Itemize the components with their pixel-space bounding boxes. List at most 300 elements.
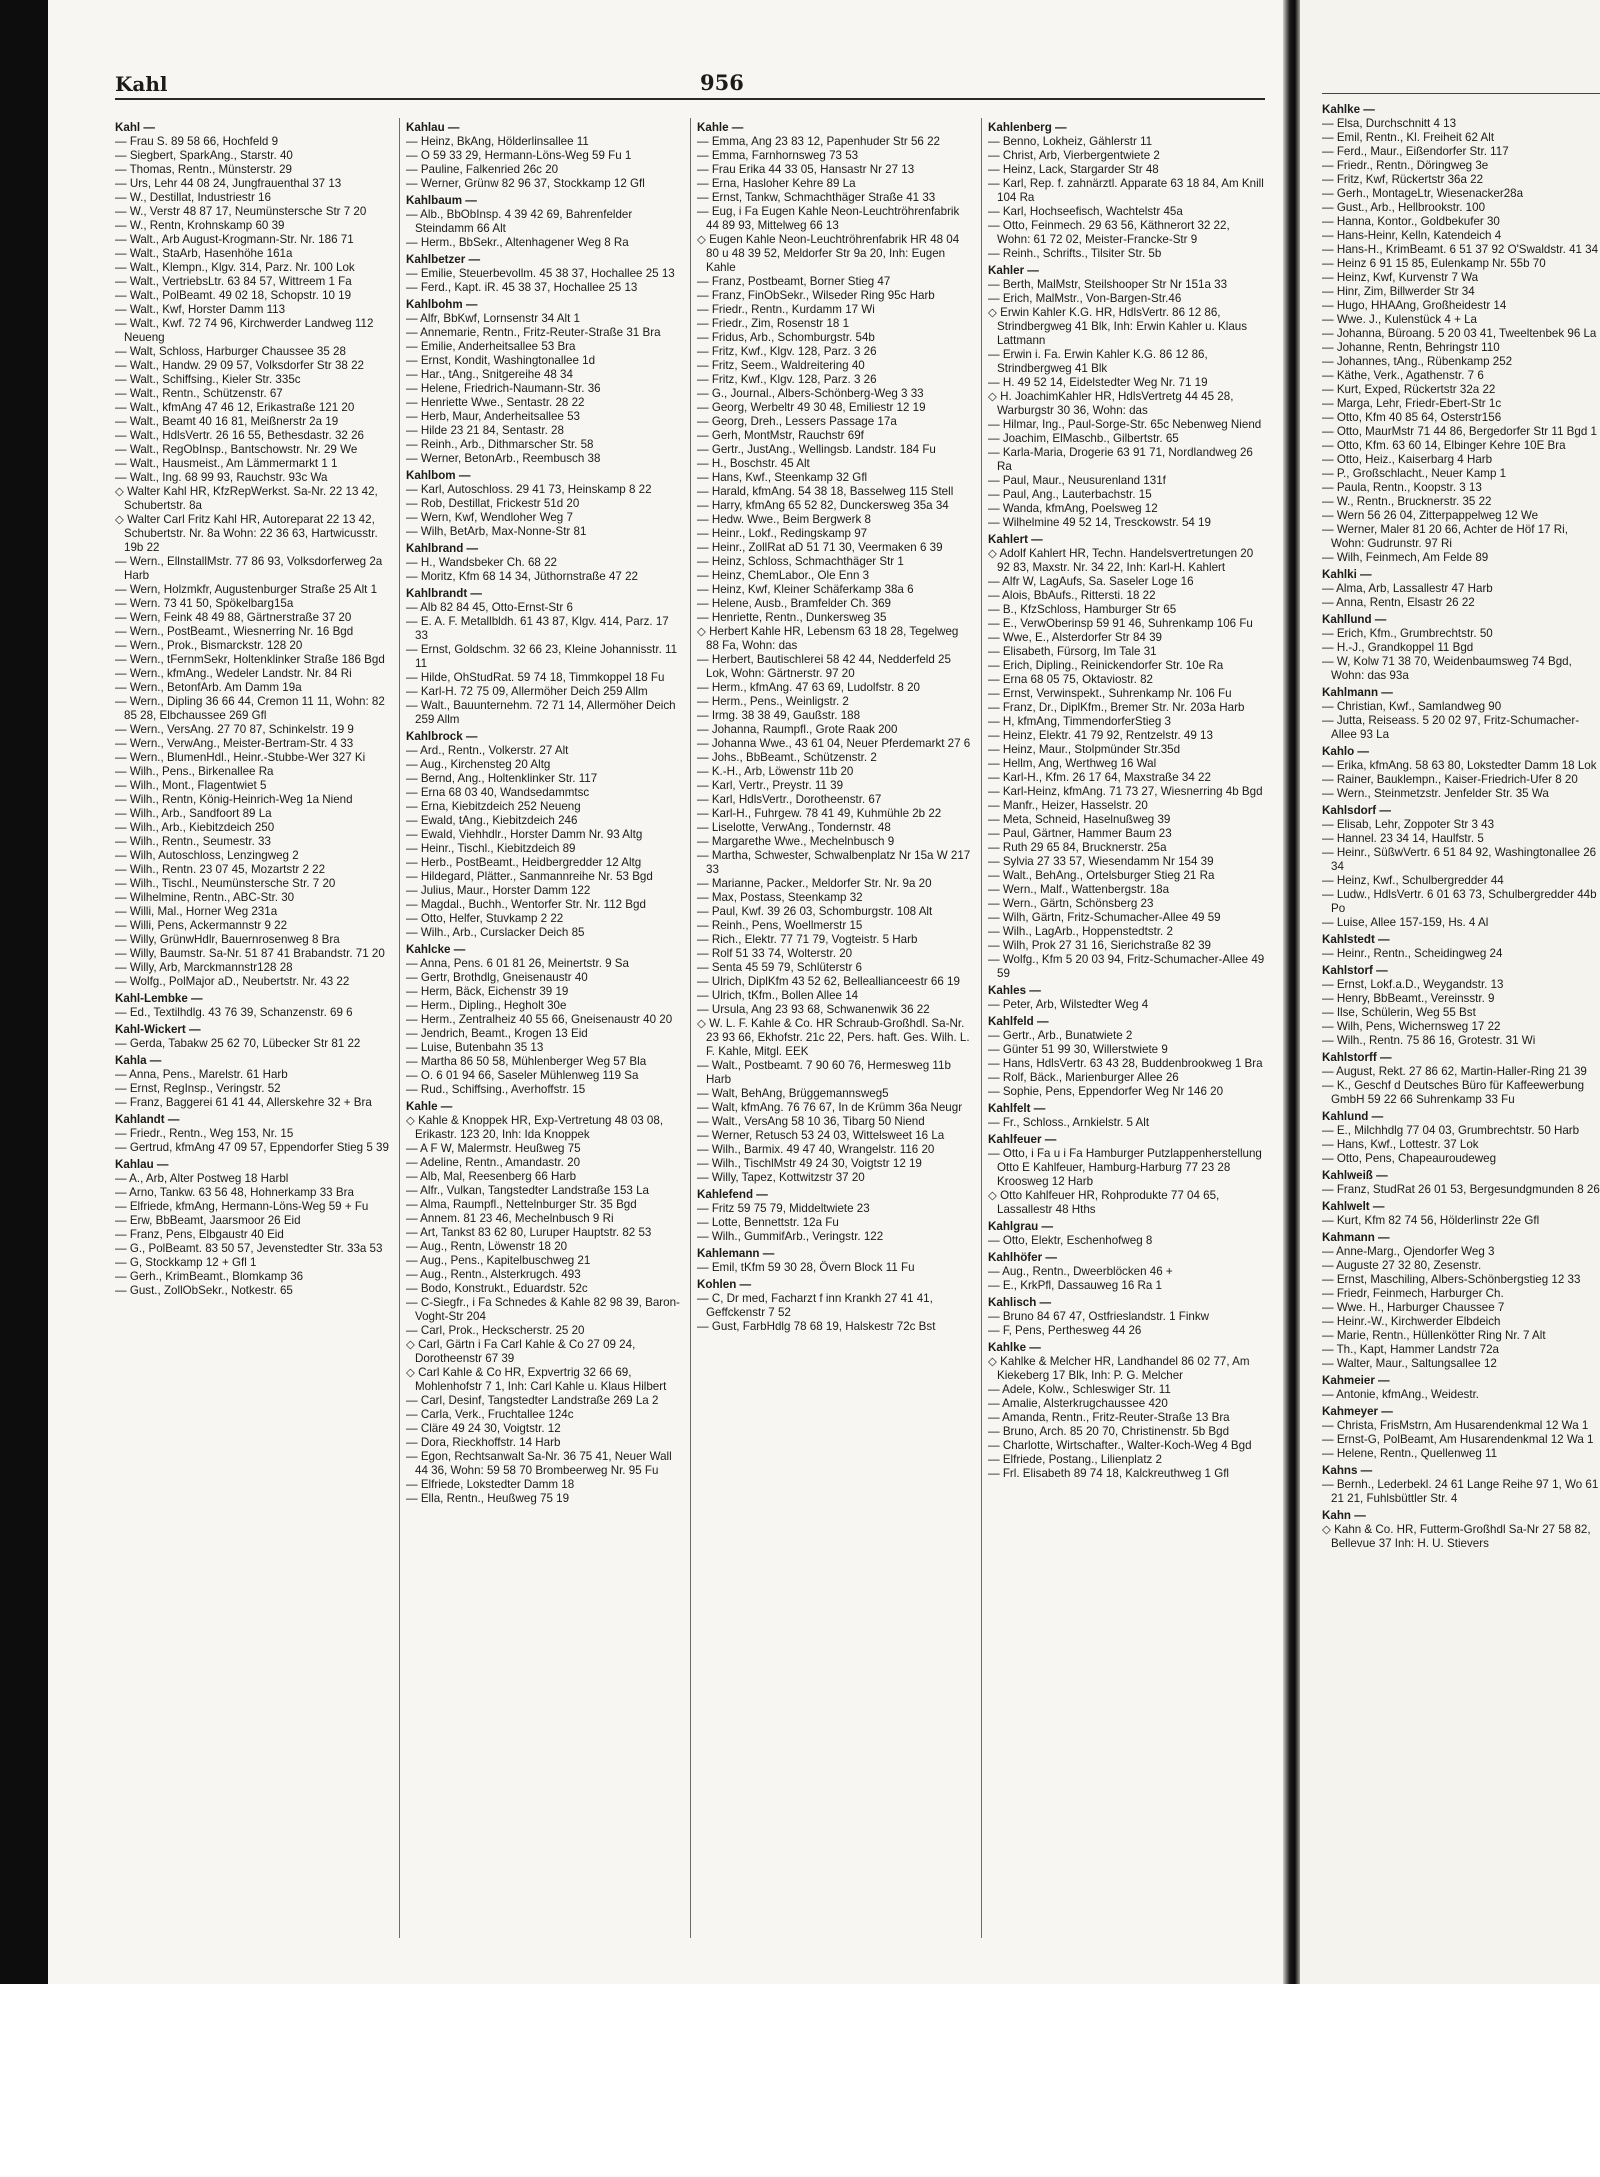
surname-heading: Kahlwelt — [1322, 1200, 1385, 1213]
directory-entry: — Wilh., Tischl., Neumünstersche Str. 7 20 [115, 877, 336, 890]
directory-entry: — Ernst, Maschiling, Albers-Schönbergstieg 12 33 [1322, 1273, 1581, 1286]
directory-entry: — Walt, kfmAng. 76 76 67, In de Krümm 36a Neugr [697, 1101, 963, 1114]
directory-entry: — Wilh, Feinmech, Am Felde 89 [1322, 551, 1489, 564]
directory-entry: — Berth, MalMstr, Steilshooper Str Nr 151a 33 [988, 278, 1228, 291]
directory-entry: — Har., tAng., Snitgereihe 48 34 [406, 368, 573, 381]
directory-entry: — Wilh., TischlMstr 49 24 30, Voigtstr 12 19 [697, 1157, 922, 1170]
directory-entry: — O 59 33 29, Hermann-Löns-Weg 59 Fu 1 [406, 149, 632, 162]
directory-entry: — Willi, Pens, Ackermannstr 9 22 [115, 919, 288, 932]
directory-entry: — Carl, Desinf, Tangstedter Landstraße 269 La 2 [406, 1394, 659, 1407]
directory-entry: — Luise, Butenbahn 35 13 [406, 1041, 544, 1054]
directory-entry: — Wilh, Prok 27 31 16, Sierichstraße 82 39 [988, 939, 1211, 952]
directory-entry: — Rud., Schiffsing., Averhoffstr. 15 [406, 1083, 586, 1096]
directory-entry: — O. 6 01 94 66, Saseler Mühlenweg 119 Sa [406, 1069, 639, 1082]
directory-entry: — Otto, Kfm 40 85 64, Osterstr156 [1322, 411, 1502, 424]
directory-entry: — Emil, Rentn., Kl. Freiheit 62 Alt [1322, 131, 1495, 144]
directory-entry: — Aug., Rentn., Dweerblöcken 46 + [988, 1265, 1173, 1278]
directory-entry: — W., Destillat, Industriestr 16 [115, 191, 271, 204]
directory-entry: — Gerh., MontageLtr, Wiesenacker28a [1322, 187, 1524, 200]
directory-entry: — Gertr., JustAng., Wellingsb. Landstr. 184 Fu [697, 443, 936, 456]
directory-entry: — Wern., Malf., Wattenbergstr. 18a [988, 883, 1170, 896]
directory-entry: — H.-J., Grandkoppel 11 Bgd [1322, 641, 1474, 654]
directory-entry: — Herm., Pens., Weinligstr. 2 [697, 695, 849, 708]
directory-entry: — Wilh, Gärtn, Fritz-Schumacher-Allee 49 59 [988, 911, 1221, 924]
directory-entry: — Wilh., Rentn. 75 86 16, Grotestr. 31 Wi [1322, 1034, 1536, 1047]
directory-entry: — Elisab, Lehr, Zoppoter Str 3 43 [1322, 818, 1495, 831]
surname-heading: Kahlki — [1322, 568, 1372, 581]
directory-entry: — Erich, Dipling., Reinickendorfer Str. 10e Ra [988, 659, 1224, 672]
directory-entry: — Wern 56 26 04, Zitterpappelweg 12 We [1322, 509, 1539, 522]
directory-entry: — Ernst-G, PolBeamt, Am Husarendenkmal 12 Wa 1 [1322, 1433, 1594, 1446]
directory-entry: — Herm., kfmAng. 47 63 69, Ludolfstr. 8 20 [697, 681, 920, 694]
directory-entry: — Ernst, Tankw, Schmachthäger Straße 41 33 [697, 191, 936, 204]
directory-entry: — Pauline, Falkenried 26c 20 [406, 163, 559, 176]
surname-heading: Kahlsdorf — [1322, 804, 1391, 817]
directory-entry: — Art, Tankst 83 62 80, Luruper Hauptstr. 82 53 [406, 1226, 652, 1239]
surname-heading: Kahlbaum — [406, 194, 477, 207]
columns [115, 118, 1265, 1938]
directory-entry: — B., KfzSchloss, Hamburger Str 65 [988, 603, 1177, 616]
book-gutter [1283, 0, 1300, 1984]
directory-entry: — E., KrkPfl, Dassauweg 16 Ra 1 [988, 1279, 1162, 1292]
directory-entry: — Johanna, Raumpfl., Grote Raak 200 [697, 723, 898, 736]
directory-entry: — Günter 51 99 30, Willerstwiete 9 [988, 1043, 1168, 1056]
surname-heading: Kahlgrau — [988, 1220, 1054, 1233]
directory-entry: ◇ Kahle & Knoppek HR, Exp-Vertretung 48 03 08, Erikastr. 123 20, Inh: Ida Knoppek [406, 1114, 664, 1141]
directory-entry: ◇ Carl, Gärtn i Fa Carl Kahle & Co 27 09 24, Dorotheenstr 67 39 [406, 1338, 636, 1365]
directory-entry: — Ernst, RegInsp., Veringstr. 52 [115, 1082, 281, 1095]
directory-entry: — Franz, Pens, Elbgaustr 40 Eid [115, 1228, 284, 1241]
directory-entry: — Otto, Heiz., Kaiserbarg 4 Harb [1322, 453, 1493, 466]
directory-entry: — Johanne, Rentn, Behringstr 110 [1322, 341, 1500, 354]
directory-entry: — Heinr., ZollRat aD 51 71 30, Veermaken 6 39 [697, 541, 943, 554]
directory-entry: — F, Pens, Perthesweg 44 26 [988, 1324, 1142, 1337]
directory-entry: — Walt., Handw. 29 09 57, Volksdorfer Str 38 22 [115, 359, 364, 372]
column-divider [399, 118, 400, 1938]
directory-entry: — Gust., ZollObSekr., Notkestr. 65 [115, 1284, 293, 1297]
directory-entry: — Reinh., Schrifts., Tilsiter Str. 5b [988, 247, 1162, 260]
surname-heading: Kohlen — [697, 1278, 752, 1291]
directory-entry: — Kurt, Exped, Rückertstr 32a 22 [1322, 383, 1496, 396]
directory-entry: — Paula, Rentn., Koopstr. 3 13 [1322, 481, 1482, 494]
directory-entry: — Friedr., Rentn., Kurdamm 17 Wi [697, 303, 875, 316]
directory-entry: — A., Arb, Alter Postweg 18 Harbl [115, 1172, 289, 1185]
directory-entry: — Kurt, Kfm 82 74 56, Hölderlinstr 22e Gfl [1322, 1214, 1540, 1227]
directory-entry: — Heinz, ChemLabor., Ole Enn 3 [697, 569, 870, 582]
facing-page-rule [1322, 93, 1600, 94]
directory-entry: — Walt., Kwf, Horster Damm 113 [115, 303, 286, 316]
directory-entry: — Otto, Pens, Chapeauroudeweg [1322, 1152, 1497, 1165]
directory-entry: — Walt., Rentn., Schützenstr. 67 [115, 387, 283, 400]
directory-entry: — Luise, Allee 157-159, Hs. 4 Al [1322, 916, 1489, 929]
directory-entry: — Georg, Dreh., Lessers Passage 17a [697, 415, 897, 428]
directory-entry: — Karl, Autoschloss. 29 41 73, Heinskamp 8 22 [406, 483, 652, 496]
directory-entry: — Heinr.-W., Kirchwerder Elbdeich [1322, 1315, 1501, 1328]
surname-heading: Kahl-Lembke — [115, 992, 203, 1005]
directory-entry: — Elfriede, Postang., Lilienplatz 2 [988, 1453, 1163, 1466]
surname-heading: Kahlandt — [115, 1113, 180, 1126]
directory-entry: — Harry, kfmAng 65 52 82, Dunckersweg 35a 34 [697, 499, 949, 512]
directory-entry: — Joachim, ElMaschb., Gilbertstr. 65 [988, 432, 1179, 445]
column-2 [406, 118, 683, 1938]
directory-entry: — Ursula, Ang 23 93 68, Schwanenwik 36 22 [697, 1003, 930, 1016]
directory-entry: — Walter, Maur., Saltungsallee 12 [1322, 1357, 1497, 1370]
directory-entry: — Eug, i Fa Eugen Kahle Neon-Leuchtröhrenfabrik 44 89 93, Mittelweg 66 13 [697, 205, 960, 232]
directory-entry: — Martha, Schwester, Schwalbenplatz Nr 15a W 217 33 [697, 849, 971, 876]
directory-entry: — Johanna Wwe., 43 61 04, Neuer Pferdemarkt 27 6 [697, 737, 971, 750]
directory-entry: — Julius, Maur., Horster Damm 122 [406, 884, 591, 897]
directory-entry: — Heinz, Kwf., Schulbergredder 44 [1322, 874, 1504, 887]
directory-entry: ◇ Herbert Kahle HR, Lebensm 63 18 28, Tegelweg 88 Fa, Wohn: das [697, 625, 959, 652]
directory-entry: — Walt, BehAng, Brüggemannsweg5 [697, 1087, 889, 1100]
directory-entry: — Gust, FarbHdlg 78 68 19, Halskestr 72c Bst [697, 1320, 936, 1333]
directory-entry: — Otto, i Fa u i Fa Hamburger Putzlappenherstellung Otto E Kahlfeuer, Hamburg-Harburg 77 23 28 Kroosweg 12 Harb [988, 1147, 1262, 1188]
directory-entry: — Werner, Grünw 82 96 37, Stockkamp 12 Gfl [406, 177, 645, 190]
directory-entry: — Bruno, Arch. 85 20 70, Christinenstr. 5b Bgd [988, 1425, 1230, 1438]
directory-entry: — Heinz, Lack, Stargarder Str 48 [988, 163, 1159, 176]
directory-entry: — Heinz 6 91 15 85, Eulenkamp Nr. 55b 70 [1322, 257, 1546, 270]
directory-entry: — Emilie, Anderheitsallee 53 Bra [406, 340, 576, 353]
directory-entry: — Wilh., Arb., Sandfoort 89 La [115, 807, 272, 820]
directory-entry: — Karl, HdlsVertr., Dorotheenstr. 67 [697, 793, 882, 806]
directory-entry: — Egon, Rechtsanwalt Sa-Nr. 36 75 41, Neuer Wall 44 36, Wohn: 59 58 70 Brombeerweg Nr. 95 Fu [406, 1450, 672, 1477]
directory-entry: — Arno, Tankw. 63 56 48, Hohnerkamp 33 Bra [115, 1186, 354, 1199]
directory-entry: — Wern., VerwAng., Meister-Bertram-Str. 4 33 [115, 737, 354, 750]
directory-entry: — Paul, Ang., Lauterbachstr. 15 [988, 488, 1152, 501]
surname-heading: Kahmann — [1322, 1231, 1390, 1244]
directory-entry: — Walt., Hausmeist., Am Lämmermarkt 1 1 [115, 457, 338, 470]
surname-heading: Kahn — [1322, 1509, 1366, 1522]
directory-entry: — E., VerwOberinsp 59 91 46, Suhrenkamp 106 Fu [988, 617, 1253, 630]
directory-entry: — Hans-Heinr, Kelln, Katendeich 4 [1322, 229, 1502, 242]
directory-entry: — Wilh, BetArb, Max-Nonne-Str 81 [406, 525, 587, 538]
surname-heading: Kahlo — [1322, 745, 1370, 758]
surname-heading: Kahlfeld — [988, 1015, 1049, 1028]
surname-heading: Kahmeier — [1322, 1374, 1390, 1387]
directory-entry: — Gust., Arb., Hellbrookstr. 100 [1322, 201, 1486, 214]
column-4 [988, 118, 1265, 1938]
directory-entry: — Manfr., Heizer, Hasselstr. 20 [988, 799, 1148, 812]
directory-entry: — Ilse, Schülerin, Weg 55 Bst [1322, 1006, 1476, 1019]
directory-entry: — K.-H., Arb, Löwenstr 11b 20 [697, 765, 854, 778]
directory-entry: — H., Wandsbeker Ch. 68 22 [406, 556, 558, 569]
directory-entry: — C, Dr med, Facharzt f inn Krankh 27 41 41, Geffckenstr 7 52 [697, 1292, 933, 1319]
directory-entry: — Benno, Lokheiz, Gählerstr 11 [988, 135, 1153, 148]
surname-heading: Kahler — [988, 264, 1039, 277]
directory-entry: — Heinr., Rentn., Scheidingweg 24 [1322, 947, 1503, 960]
directory-entry: — Erna 68 05 75, Oktaviostr. 82 [988, 673, 1153, 686]
directory-entry: — H., Boschstr. 45 Alt [697, 457, 810, 470]
directory-entry: — Auguste 27 32 80, Zesenstr. [1322, 1259, 1482, 1272]
surname-heading: Kahlenberg — [988, 121, 1067, 134]
directory-entry: — Willy, Baumstr. Sa-Nr. 51 87 41 Brabandstr. 71 20 [115, 947, 385, 960]
directory-entry: — Ella, Rentn., Heußweg 75 19 [406, 1492, 570, 1505]
directory-entry: — Ard., Rentn., Volkerstr. 27 Alt [406, 744, 569, 757]
directory-entry: — Wern, Holzmkfr, Augustenburger Straße 25 Alt 1 [115, 583, 378, 596]
directory-entry: — Sophie, Pens, Eppendorfer Weg Nr 146 20 [988, 1085, 1224, 1098]
directory-entry: — Wilh., Rentn, König-Heinrich-Weg 1a Niend [115, 793, 353, 806]
directory-entry: — Wilh., Rentn., Seumestr. 33 [115, 835, 271, 848]
directory-entry: — Gerh, MontMstr, Rauchstr 69f [697, 429, 864, 442]
directory-entry: — Johs., BbBeamt., Schützenstr. 2 [697, 751, 877, 764]
directory-entry: — Heinz, Maur., Stolpmünder Str.35d [988, 743, 1181, 756]
directory-entry: — P., Großschlacht., Neuer Kamp 1 [1322, 467, 1507, 480]
directory-entry: — Alb 82 84 45, Otto-Ernst-Str 6 [406, 601, 573, 614]
directory-entry: — Wanda, kfmAng, Poelsweg 12 [988, 502, 1158, 515]
directory-entry: — Wern, Kwf, Wendloher Weg 7 [406, 511, 573, 524]
directory-entry: — Hellm, Ang, Werthweg 16 Wal [988, 757, 1157, 770]
directory-entry: — Walt., Ing. 68 99 93, Rauchstr. 93c Wa [115, 471, 328, 484]
surname-heading: Kahles — [988, 984, 1041, 997]
surname-heading: Kahlau — [115, 1158, 169, 1171]
directory-entry: — Karl, Vertr., Preystr. 11 39 [697, 779, 844, 792]
directory-entry: — Wern, Feink 48 49 88, Gärtnerstraße 37 20 [115, 611, 352, 624]
directory-entry: — Willi, Mal., Horner Weg 231a [115, 905, 278, 918]
directory-entry: — Lotte, Bennettstr. 12a Fu [697, 1216, 839, 1229]
directory-page [48, 0, 1283, 1984]
directory-entry: — Walt., StaArb, Hasenhöhe 161a [115, 247, 293, 260]
directory-entry: — E., Milchhdlg 77 04 03, Grumbrechtstr. 50 Harb [1322, 1124, 1580, 1137]
directory-entry: — Reinh., Arb., Dithmarscher Str. 58 [406, 438, 594, 451]
directory-entry: — Alb., BbObInsp. 4 39 42 69, Bahrenfelder Steindamm 66 Alt [406, 208, 633, 235]
directory-entry: — Erika, kfmAng. 58 63 80, Lokstedter Damm 18 Lok [1322, 759, 1597, 772]
directory-entry: — Friedr, Feinmech, Harburger Ch. [1322, 1287, 1504, 1300]
surname-heading: Kahlstedt — [1322, 933, 1390, 946]
directory-entry: — Christ, Arb, Vierbergentwiete 2 [988, 149, 1160, 162]
directory-entry: — A F W, Malermstr. Heußweg 75 [406, 1142, 581, 1155]
running-head: Kahl [115, 72, 168, 96]
directory-entry: — Alfr, BbKwf, Lornsenstr 34 Alt 1 [406, 312, 580, 325]
directory-entry: — Karl-H., Fuhrgew. 78 41 49, Kuhmühle 2b 22 [697, 807, 942, 820]
directory-entry: — Heinz, Kwf, Kurvenstr 7 Wa [1322, 271, 1479, 284]
directory-entry: — Herbert, Bautischlerei 58 42 44, Nedderfeld 25 Lok, Wohn: Gärtnerstr. 97 20 [697, 653, 951, 680]
directory-entry: — Ernst, Lokf.a.D., Weygandstr. 13 [1322, 978, 1504, 991]
directory-entry: — Hans, Kwf., Lottestr. 37 Lok [1322, 1138, 1479, 1151]
directory-entry: — Gertr., Arb., Bunatwiete 2 [988, 1029, 1133, 1042]
surname-heading: Kahlfelt — [988, 1102, 1046, 1115]
directory-entry: — Wern., VersAng. 27 70 87, Schinkelstr. 19 9 [115, 723, 354, 736]
directory-entry: ◇ Eugen Kahle Neon-Leuchtröhrenfabrik HR 48 04 80 u 48 39 52, Meldorfer Str 9a 20, Inh: Eugen Kahle [697, 233, 960, 274]
directory-entry: — Ulrich, tKfm., Bollen Allee 14 [697, 989, 859, 1002]
directory-entry: — Aug., Kirchensteg 20 Altg [406, 758, 551, 771]
directory-entry: — Herb, Maur, Anderheitsallee 53 [406, 410, 581, 423]
page-number: 956 [700, 70, 744, 95]
directory-entry: — Liselotte, VerwAng., Tondernstr. 48 [697, 821, 891, 834]
directory-entry: — Karl, Hochseefisch, Wachtelstr 45a [988, 205, 1183, 218]
directory-entry: — W., Rentn., Brucknerstr. 35 22 [1322, 495, 1492, 508]
directory-entry: — Wern. 73 41 50, Spökelbarg15a [115, 597, 294, 610]
directory-entry: — Harald, kfmAng. 54 38 18, Basselweg 115 Stell [697, 485, 954, 498]
directory-entry: — Elfriede, Lokstedter Damm 18 [406, 1478, 575, 1491]
directory-entry: — Herm., Dipling., Hegholt 30e [406, 999, 567, 1012]
directory-entry: — Heinr., Tischl., Kiebitzdeich 89 [406, 842, 576, 855]
surname-heading: Kahlbom — [406, 469, 471, 482]
directory-entry: — Martha 86 50 58, Mühlenberger Weg 57 Bla [406, 1055, 647, 1068]
directory-entry: — Werner, Maler 81 20 66, Achter de Höf 17 Ri, Wohn: Gudrunstr. 97 Ri [1322, 523, 1568, 550]
directory-entry: — Hinr, Zim, Billwerder Str 34 [1322, 285, 1475, 298]
directory-entry: — Paul, Gärtner, Hammer Baum 23 [988, 827, 1172, 840]
directory-entry: — Sylvia 27 33 57, Wiesendamm Nr 154 39 [988, 855, 1214, 868]
directory-entry: — W., Rentn, Krohnskamp 60 39 [115, 219, 285, 232]
directory-entry: — Cläre 49 24 30, Voigtstr. 12 [406, 1422, 561, 1435]
directory-entry: — Gerda, Tabakw 25 62 70, Lübecker Str 81 22 [115, 1037, 361, 1050]
directory-entry: — Helene, Rentn., Quellenweg 11 [1322, 1447, 1498, 1460]
surname-heading: Kahlhöfer — [988, 1251, 1057, 1264]
directory-entry: — Herm., BbSekr., Altenhagener Weg 8 Ra [406, 236, 629, 249]
directory-entry: — Karl-H., Kfm. 26 17 64, Maxstraße 34 22 [988, 771, 1211, 784]
directory-entry: — Käthe, Verk., Agathenstr. 7 6 [1322, 369, 1484, 382]
directory-entry: — Ferd., Kapt. iR. 45 38 37, Hochallee 25 13 [406, 281, 638, 294]
directory-entry: — Herb., PostBeamt., Heidbergredder 12 Altg [406, 856, 642, 869]
surname-heading: Kahle — [406, 1100, 453, 1113]
directory-entry: — Heinr., Lokf., Redingskamp 97 [697, 527, 868, 540]
directory-entry: — Hilde, OhStudRat. 59 74 18, Timmkoppel 18 Fu [406, 671, 665, 684]
directory-entry: ◇ Walter Carl Fritz Kahl HR, Autoreparat 22 13 42, Schubertstr. Nr. 8a Wohn: 22 36 63, Hartwicusstr. 19b 22 [115, 513, 378, 554]
surname-heading: Kahlemann — [697, 1247, 775, 1260]
directory-entry: — Franz, FinObSekr., Wilseder Ring 95c Harb [697, 289, 935, 302]
directory-entry: — Wilh., Rentn. 23 07 45, Mozartstr 2 22 [115, 863, 326, 876]
directory-entry: ◇ Erwin Kahler K.G. HR, HdlsVertr. 86 12 86, Strindbergweg 41 Blk, Inh: Erwin Kahler u. Klaus Lattmann [988, 306, 1248, 347]
surname-heading: Kahlisch — [988, 1296, 1052, 1309]
directory-entry: — Alma, Arb, Lassallestr 47 Harb [1322, 582, 1493, 595]
directory-entry: — Anna, Pens. 6 01 81 26, Meinertstr. 9 Sa [406, 957, 629, 970]
directory-entry: — Hans, Kwf., Steenkamp 32 Gfl [697, 471, 868, 484]
directory-entry: — Aug., Rentn., Alsterkrugch. 493 [406, 1268, 581, 1281]
directory-entry: — Georg, Werbeltr 49 30 48, Emiliestr 12 19 [697, 401, 926, 414]
directory-entry: — Wilhelmine 49 52 14, Tresckowstr. 54 19 [988, 516, 1211, 529]
directory-entry: — Otto, Elektr, Eschenhofweg 8 [988, 1234, 1153, 1247]
column-1 [115, 118, 392, 1938]
directory-entry: — Annemarie, Rentn., Fritz-Reuter-Straße 31 Bra [406, 326, 661, 339]
directory-entry: — Wilh., Pens., Birkenallee Ra [115, 765, 274, 778]
directory-entry: — Gertrud, kfmAng 47 09 57, Eppendorfer Stieg 5 39 [115, 1141, 389, 1154]
directory-entry: — Rich., Elektr. 77 71 79, Vogteistr. 5 Harb [697, 933, 918, 946]
directory-entry: — Meta, Schneid, Haselnußweg 39 [988, 813, 1171, 826]
facing-page [1300, 0, 1600, 1984]
directory-entry: — Amanda, Rentn., Fritz-Reuter-Straße 13 Bra [988, 1411, 1230, 1424]
directory-entry: — Ferd., Maur., Eißendorfer Str. 117 [1322, 145, 1509, 158]
surname-heading: Kahns — [1322, 1464, 1373, 1477]
directory-entry: — Johanna, Büroang. 5 20 03 41, Tweeltenbek 96 La [1322, 327, 1597, 340]
directory-entry: — Irmg. 38 38 49, Gaußstr. 188 [697, 709, 861, 722]
directory-entry: — Walt., VersAng 58 10 36, Tibarg 50 Niend [697, 1115, 925, 1128]
directory-entry: — Karla-Maria, Drogerie 63 91 71, Nordlandweg 26 Ra [988, 446, 1253, 473]
directory-entry: — Walt., PolBeamt. 49 02 18, Schopstr. 10 19 [115, 289, 352, 302]
directory-entry: — Wolfg., PolMajor aD., Neubertstr. Nr. 43 22 [115, 975, 350, 988]
directory-entry: — Elisabeth, Fürsorg, Im Tale 31 [988, 645, 1157, 658]
directory-entry: ◇ Kahn & Co. HR, Futterm-Großhdl Sa-Nr 27 58 82, Bellevue 37 Inh: H. U. Stievers [1322, 1523, 1591, 1550]
directory-entry: — Frau S. 89 58 66, Hochfeld 9 [115, 135, 279, 148]
directory-entry: — Walt., BehAng., Ortelsburger Stieg 21 Ra [988, 869, 1215, 882]
directory-entry: — Paul, Maur., Neusurenland 131f [988, 474, 1166, 487]
directory-entry: — Rainer, Bauklempn., Kaiser-Friedrich-Ufer 8 20 [1322, 773, 1578, 786]
directory-entry: — Hans-H., KrimBeamt. 6 51 37 92 O'Swaldstr. 41 34 [1322, 243, 1599, 256]
directory-entry: — Alma, Raumpfl., Nettelnburger Str. 35 Bgd [406, 1198, 637, 1211]
directory-entry: — Erich, MalMstr., Von-Bargen-Str.46 [988, 292, 1182, 305]
directory-entry: — Alfr W, LagAufs, Sa. Saseler Loge 16 [988, 575, 1194, 588]
directory-entry: — Emil, tKfm 59 30 28, Övern Block 11 Fu [697, 1261, 915, 1274]
directory-entry: — Otto, Feinmech. 29 63 56, Käthnerort 32 22, Wohn: 61 72 02, Meister-Francke-Str 9 [988, 219, 1230, 246]
column-divider [981, 118, 982, 1938]
directory-entry: — Ernst, Verwinspekt., Suhrenkamp Nr. 106 Fu [988, 687, 1232, 700]
directory-entry: — Erna, Hasloher Kehre 89 La [697, 177, 856, 190]
directory-entry: — Fritz, Kwf., Klgv. 128, Parz. 3 26 [697, 373, 877, 386]
directory-entry: — Alois, BbAufs., Rittersti. 18 22 [988, 589, 1156, 602]
directory-entry: — H, kfmAng, TimmendorferStieg 3 [988, 715, 1171, 728]
directory-entry: — Charlotte, Wirtschafter., Walter-Koch-Weg 4 Bgd [988, 1439, 1252, 1452]
directory-entry: — Rolf, Bäck., Marienburger Allee 26 [988, 1071, 1179, 1084]
surname-heading: Kahlcke — [406, 943, 466, 956]
directory-entry: — Heinz, BkAng, Hölderlinsallee 11 [406, 135, 589, 148]
directory-entry: — Thomas, Rentn., Münsterstr. 29 [115, 163, 292, 176]
directory-entry: — Werner, BetonArb., Reembusch 38 [406, 452, 601, 465]
directory-entry: — Willy, Arb, Marckmannstr128 28 [115, 961, 293, 974]
directory-entry: — Walt., VertriebsLtr. 63 84 57, Wittreem 1 Fa [115, 275, 352, 288]
directory-entry: — Hedw. Wwe., Beim Bergwerk 8 [697, 513, 871, 526]
directory-entry: — Heinz, Elektr. 41 79 92, Rentzelstr. 49 13 [988, 729, 1213, 742]
directory-entry: ◇ H. JoachimKahler HR, HdlsVertretg 44 45 28, Warburgstr 30 36, Wohn: das [988, 390, 1234, 417]
directory-entry: ◇ W. L. F. Kahle & Co. HR Schraub-Großhdl. Sa-Nr. 23 93 66, Ekhofstr. 21c 22, Pers. haft. Ges. Wilh. L. F. Kahle, Mitgl. EEK [697, 1017, 970, 1058]
surname-heading: Kahlke — [1322, 103, 1375, 116]
directory-entry: — Ernst, Kondit, Washingtonallee 1d [406, 354, 596, 367]
surname-heading: Kahlefend — [697, 1188, 768, 1201]
directory-entry: — Walt., Schiffsing., Kieler Str. 335c [115, 373, 301, 386]
directory-entry: — Ulrich, DiplKfm 43 52 62, Belleallianceestr 66 19 [697, 975, 960, 988]
directory-entry: ◇ Kahlke & Melcher HR, Landhandel 86 02 77, Am Kiekeberg 17 Blk, Inh: P. G. Melcher [988, 1355, 1250, 1382]
surname-heading: Kahlfeuer — [988, 1133, 1057, 1146]
directory-entry: — August, Rekt. 27 86 62, Martin-Haller-Ring 21 39 [1322, 1065, 1587, 1078]
directory-entry: — Wern., Prok., Bismarckstr. 128 20 [115, 639, 303, 652]
directory-entry: — Moritz, Kfm 68 14 34, Jüthornstraße 47 22 [406, 570, 638, 583]
directory-entry: — Johannes, tAng., Rübenkamp 252 [1322, 355, 1513, 368]
directory-entry: — Adeline, Rentn., Amandastr. 20 [406, 1156, 581, 1169]
surname-heading: Kahlau — [406, 121, 460, 134]
directory-entry: — Emilie, Steuerbevollm. 45 38 37, Hochallee 25 13 [406, 267, 675, 280]
directory-entry: — Wern., Steinmetzstr. Jenfelder Str. 35 Wa [1322, 787, 1549, 800]
directory-entry: — C-Siegfr., i Fa Schnedes & Kahle 82 98 39, Baron-Voght-Str 204 [406, 1296, 680, 1323]
directory-entry: — Wern., PostBeamt., Wiesnerring Nr. 16 Bgd [115, 625, 354, 638]
directory-entry: — Th., Kapt, Hammer Landstr 72a [1322, 1343, 1499, 1356]
directory-entry: — Willy, GrünwHdlr, Bauernrosenweg 8 Bra [115, 933, 340, 946]
directory-entry: ◇ Adolf Kahlert HR, Techn. Handelsvertretungen 20 92 83, Maxstr. Nr. 34 22, Inh: Karl-H. Kahlert [988, 547, 1254, 574]
directory-entry: — Marga, Lehr, Friedr-Ebert-Str 1c [1322, 397, 1502, 410]
directory-entry: — Senta 45 59 79, Schlüterstr 6 [697, 961, 862, 974]
directory-entry: — Wilh., Arb., Kiebitzdeich 250 [115, 821, 275, 834]
directory-entry: — Max, Postass, Steenkamp 32 [697, 891, 863, 904]
directory-entry: — Erna 68 03 40, Wandsedammtsc [406, 786, 590, 799]
surname-heading: Kahl-Wickert — [115, 1023, 201, 1036]
directory-entry: — Christa, FrisMstrn, Am Husarendenkmal 12 Wa 1 [1322, 1419, 1589, 1432]
surname-heading: Kahlbetzer — [406, 253, 481, 266]
directory-entry: — Gertr, Brothdlg, Gneisenaustr 40 [406, 971, 588, 984]
directory-entry: ◇ Otto Kahlfeuer HR, Rohprodukte 77 04 65, Lassallestr 48 Hths [988, 1189, 1220, 1216]
directory-entry: — Walt., kfmAng 47 46 12, Erikastraße 121 20 [115, 401, 355, 414]
surname-heading: Kahlert — [988, 533, 1043, 546]
directory-entry: — Walt., Klempn., Klgv. 314, Parz. Nr. 100 Lok [115, 261, 355, 274]
directory-entry: — Elsa, Durchschnitt 4 13 [1322, 117, 1457, 130]
directory-entry: — Walt., Beamt 40 16 81, Meißnerstr 2a 19 [115, 415, 339, 428]
surname-heading: Kahlbrand — [406, 542, 479, 555]
directory-entry: — Siegbert, SparkAng., Starstr. 40 [115, 149, 293, 162]
directory-entry: — Ernst, Goldschm. 32 66 23, Kleine Johannisstr. 11 11 [406, 643, 678, 670]
surname-heading: Kahlbohm — [406, 298, 478, 311]
directory-entry: — Alfr., Vulkan, Tangstedter Landstraße 153 La [406, 1184, 649, 1197]
directory-entry: — Walt., HdlsVertr. 26 16 55, Bethesdastr. 32 26 [115, 429, 364, 442]
surname-heading: Kahlstorf — [1322, 964, 1388, 977]
directory-entry: — K., Geschf d Deutsches Büro für Kaffeewerbung GmbH 59 22 66 Suhrenkamp 33 Fu [1322, 1079, 1585, 1106]
directory-entry: — Wolfg., Kfm 5 20 03 94, Fritz-Schumacher-Allee 49 59 [988, 953, 1265, 980]
directory-entry: — Hugo, HHAAng, Großheidestr 14 [1322, 299, 1507, 312]
